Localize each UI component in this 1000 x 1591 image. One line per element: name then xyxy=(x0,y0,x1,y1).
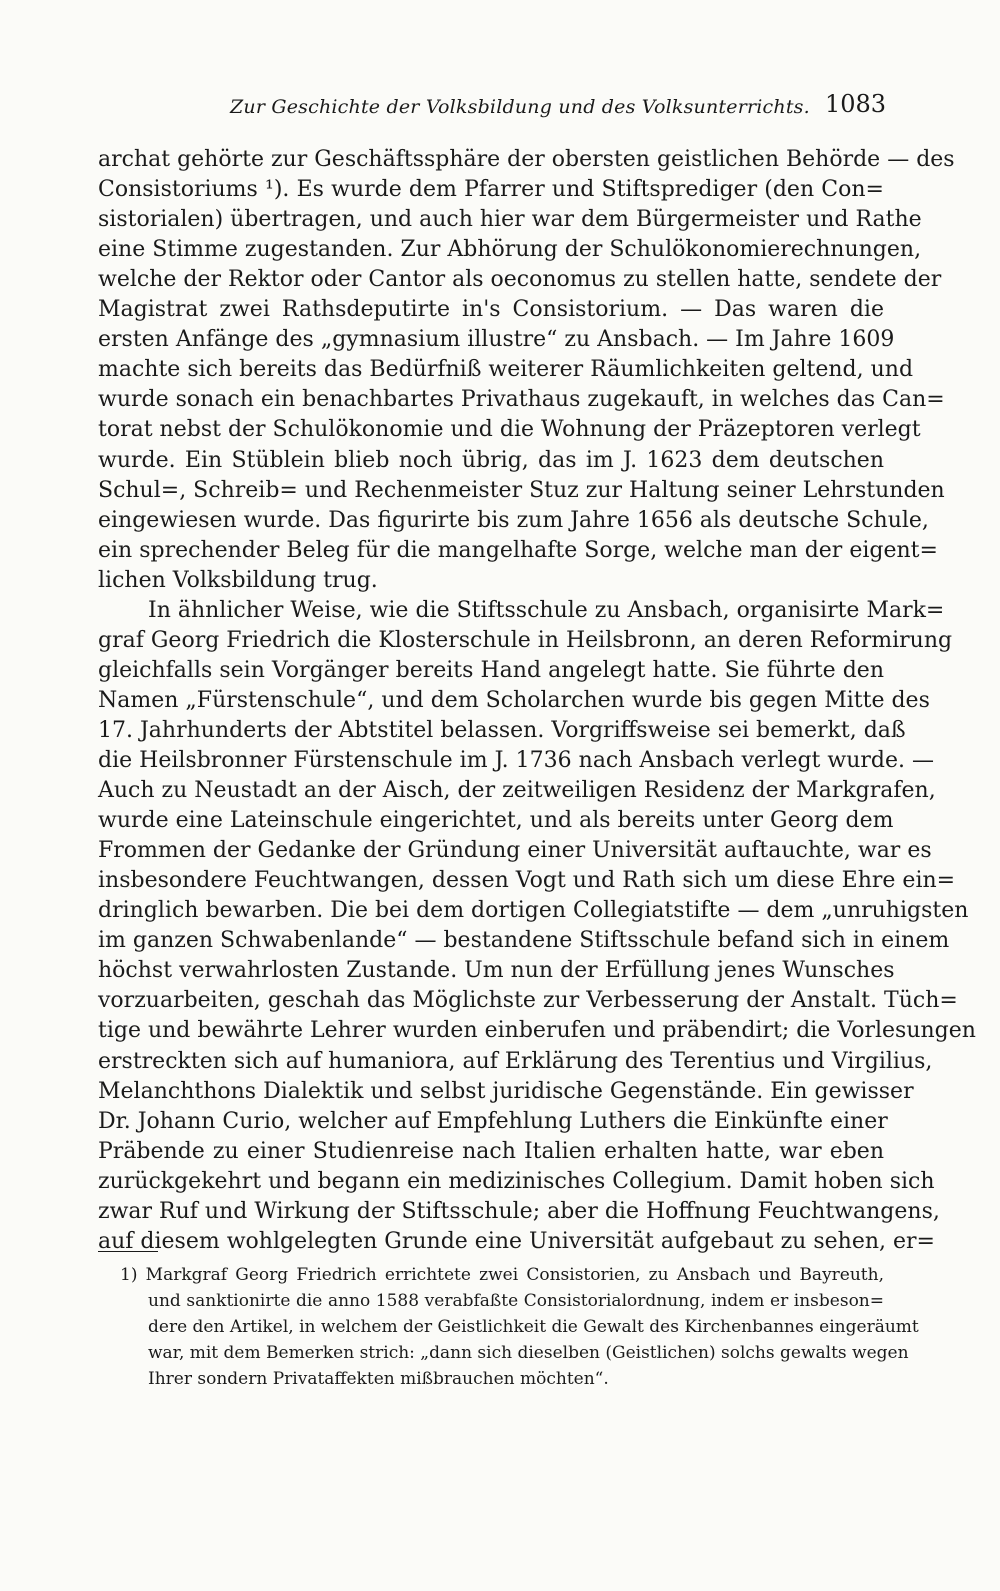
body-line: Präbende zu einer Studienreise nach Italien erhalten hatte, war eben xyxy=(98,1139,884,1164)
body-line: wurde eine Lateinschule eingerichtet, und als bereits unter Georg dem xyxy=(98,808,894,833)
footnote-line: dere den Artikel, in welchem der Geistlichkeit die Gewalt des Kirchenbannes eingeräumt xyxy=(148,1317,919,1337)
footnote-line: 1) Markgraf Georg Friedrich errichtete zwei Consistorien, zu Ansbach und Bayreuth, xyxy=(120,1265,884,1285)
body-line: ein sprechender Beleg für die mangelhafte Sorge, welche man der eigent= xyxy=(98,538,938,563)
body-line: höchst verwahrlosten Zustande. Um nun der Erfüllung jenes Wunsches xyxy=(98,958,895,983)
body-line: Namen „Fürstenschule“, und dem Scholarchen wurde bis gegen Mitte des xyxy=(98,688,930,713)
body-line: eingewiesen wurde. Das figurirte bis zum Jahre 1656 als deutsche Schule, xyxy=(98,508,929,533)
body-line: Magistrat zwei Rathsdeputirte in's Consistorium. — Das waren die xyxy=(98,297,884,322)
body-line: vorzuarbeiten, geschah das Möglichste zur Verbesserung der Anstalt. Tüch= xyxy=(98,988,958,1013)
body-line: lichen Volksbildung trug. xyxy=(98,568,378,593)
body-line: die Heilsbronner Fürstenschule im J. 1736 nach Ansbach verlegt wurde. — xyxy=(98,748,934,773)
body-line: erstreckten sich auf humaniora, auf Erklärung des Terentius und Virgilius, xyxy=(98,1049,933,1074)
footnote-rule xyxy=(98,1251,158,1252)
body-line: graf Georg Friedrich die Klosterschule in Heilsbronn, an deren Reformirung xyxy=(98,628,953,653)
body-line: tige und bewährte Lehrer wurden einberufen und präbendirt; die Vorlesungen xyxy=(98,1018,976,1043)
page-number: 1083 xyxy=(825,90,887,118)
body-line: Frommen der Gedanke der Gründung einer Universität auftauchte, war es xyxy=(98,838,932,863)
body-line: wurde. Ein Stüblein blieb noch übrig, das im J. 1623 dem deutschen xyxy=(98,448,884,473)
body-line: Consistoriums ¹). Es wurde dem Pfarrer und Stiftsprediger (den Con= xyxy=(98,177,884,202)
footnote-line: Ihrer sondern Privataffekten mißbrauchen möchten“. xyxy=(148,1369,609,1389)
body-line: gleichfalls sein Vorgänger bereits Hand angelegt hatte. Sie führte den xyxy=(98,658,884,683)
body-line: Schul=, Schreib= und Rechenmeister Stuz zur Haltung seiner Lehrstunden xyxy=(98,478,945,503)
body-line: torat nebst der Schulökonomie und die Wohnung der Präzeptoren verlegt xyxy=(98,417,921,442)
body-line: archat gehörte zur Geschäftssphäre der obersten geistlichen Behörde — des xyxy=(98,147,955,172)
body-line: zwar Ruf und Wirkung der Stiftsschule; aber die Hoffnung Feuchtwangens, xyxy=(98,1199,940,1224)
footnote-line: war, mit dem Bemerken strich: „dann sich dieselben (Geistlichen) solchs gewalts wegen xyxy=(148,1343,909,1363)
body-line: sistorialen) übertragen, und auch hier war dem Bürgermeister und Rathe xyxy=(98,207,922,232)
body-line: dringlich bewarben. Die bei dem dortigen Collegiatstifte — dem „unruhigsten xyxy=(98,898,969,923)
body-line: Auch zu Neustadt an der Aisch, der zeitweiligen Residenz der Markgrafen, xyxy=(98,778,936,803)
running-head: Zur Geschichte der Volksbildung und des Volksunterrichts. xyxy=(230,96,810,118)
body-line: Dr. Johann Curio, welcher auf Empfehlung Luthers die Einkünfte einer xyxy=(98,1109,888,1134)
body-line: auf diesem wohlgelegten Grunde eine Universität aufgebaut zu sehen, er= xyxy=(98,1229,935,1254)
body-line: wurde sonach ein benachbartes Privathaus zugekauft, in welches das Can= xyxy=(98,387,945,412)
body-line: insbesondere Feuchtwangen, dessen Vogt und Rath sich um diese Ehre ein= xyxy=(98,868,956,893)
body-line: 17. Jahrhunderts der Abtstitel belassen. Vorgriffsweise sei bemerkt, daß xyxy=(98,718,906,743)
body-line: eine Stimme zugestanden. Zur Abhörung der Schulökonomierechnungen, xyxy=(98,237,922,262)
body-line: In ähnlicher Weise, wie die Stiftsschule zu Ansbach, organisirte Mark= xyxy=(148,598,945,623)
body-line: ersten Anfänge des „gymnasium illustre“ zu Ansbach. — Im Jahre 1609 xyxy=(98,327,895,352)
body-line: machte sich bereits das Bedürfniß weiterer Räumlichkeiten geltend, und xyxy=(98,357,914,382)
footnote-line: und sanktionirte die anno 1588 verabfaßte Consistorialordnung, indem er insbeson= xyxy=(148,1291,884,1311)
body-line: zurückgekehrt und begann ein medizinisches Collegium. Damit hoben sich xyxy=(98,1169,935,1194)
body-line: Melanchthons Dialektik und selbst juridische Gegenstände. Ein gewisser xyxy=(98,1079,914,1104)
body-line: im ganzen Schwabenlande“ — bestandene Stiftsschule befand sich in einem xyxy=(98,928,950,953)
body-line: welche der Rektor oder Cantor als oeconomus zu stellen hatte, sendete der xyxy=(98,267,942,292)
